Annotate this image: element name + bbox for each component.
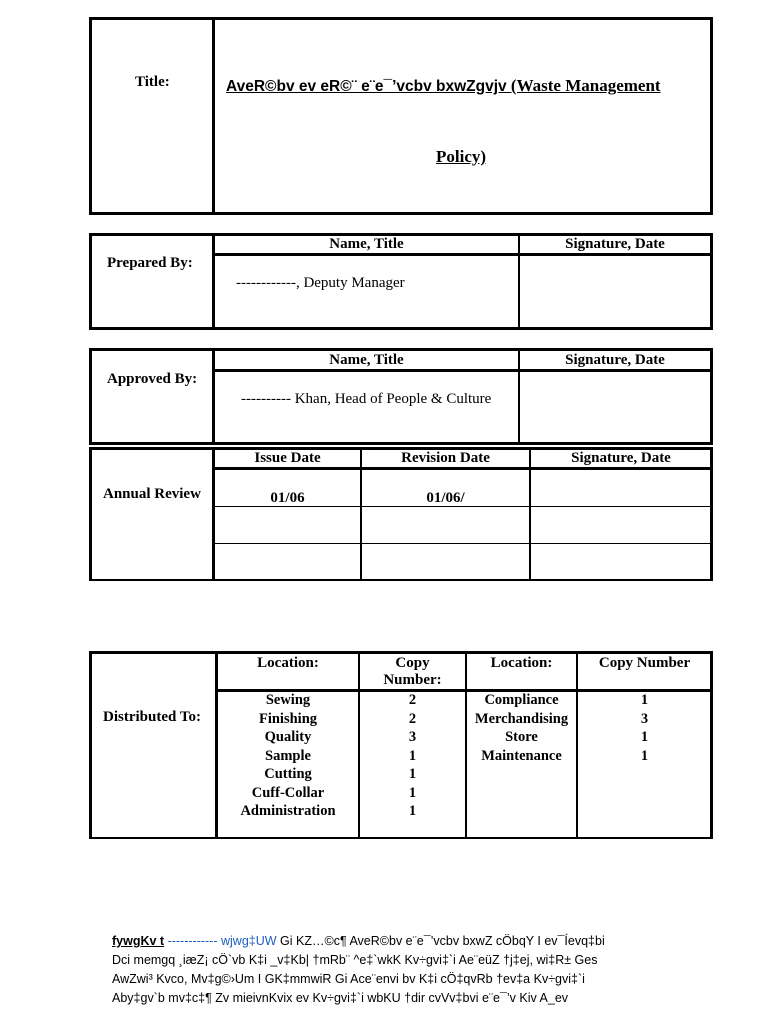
dist-cell-r6-c0: Administration	[240, 803, 336, 819]
dist-cell-r1-c3: 3	[640, 710, 649, 727]
approved-value: ---------- Khan, Head of People & Culture	[241, 391, 492, 407]
prepared-value: ------------, Deputy Manager	[236, 275, 405, 291]
footer-company: ------------ wjwg‡UW	[164, 934, 277, 948]
document-title-bn: AveR©bv ev eR©¨ e¨e¯’vcbv bxwZgvjv	[226, 78, 507, 95]
dist-cell-r2-c2: Store	[505, 729, 538, 745]
approved-header-line	[212, 369, 713, 372]
dist-cell-r6-c1: 1	[408, 803, 417, 819]
dist-cell-r1-c1: 2	[408, 710, 417, 727]
issue-date-value: 01/06	[270, 490, 305, 506]
prepared-col-signature: Signature, Date	[565, 236, 665, 252]
dist-cell-r1-c0: Finishing	[258, 710, 318, 727]
annual-col-signature: Signature, Date	[571, 450, 671, 466]
annual-col-revision: Revision Date	[401, 450, 490, 466]
footer-line-3: AwZwi³ Kvco, Mv‡g©›Um I GK‡mmwiR Gi Ace¨envi bv K‡i cÖ‡qvRb †ev‡a Kv÷gvi‡`i	[112, 972, 585, 986]
footer-paragraph	[112, 932, 656, 1008]
dist-header-copy-1: Copy Number:	[383, 655, 442, 688]
annual-header-line	[212, 467, 713, 470]
dist-cell-r0-c3: 1	[640, 692, 649, 708]
dist-cell-r3-c3: 1	[640, 747, 649, 764]
dist-cell-r3-c1: 1	[408, 747, 417, 764]
dist-cell-r2-c1: 3	[408, 729, 417, 745]
document-title-en: (Waste Management	[510, 76, 661, 95]
dist-cell-r1-c2: Merchandising	[474, 710, 569, 727]
title-divider	[212, 17, 215, 215]
distribution-label: Distributed To:	[103, 709, 201, 725]
footer-line-4: Aby‡gv`b mv‡c‡¶ Zv mieivnKvix ev Kv÷gvi‡`i wbKU †dir cvVv‡bvi e¨e¯’v Kiv A_ev	[112, 991, 569, 1005]
footer-line-1	[112, 932, 656, 951]
footer-lead: fywgKv t	[112, 934, 165, 948]
revision-date-value: 01/06/	[426, 490, 465, 506]
dist-cell-r0-c2: Compliance	[484, 692, 559, 708]
annual-col-issue: Issue Date	[254, 450, 321, 466]
dist-header-copy-2: Copy Number	[598, 655, 691, 671]
footer-line-1-rest: Gi KZ…©c¶ AveR©bv e¨e¯’vcbv bxwZ cÖbqY I ev¯Íevq‡bi	[276, 934, 605, 948]
dist-cell-r3-c0: Sample	[265, 747, 311, 764]
prepared-col-name: Name, Title	[329, 236, 404, 252]
dist-header-location-1: Location:	[257, 655, 319, 671]
dist-cell-r0-c1: 2	[408, 692, 417, 708]
approved-col-name: Name, Title	[329, 352, 404, 368]
annual-row-line-2	[212, 543, 713, 544]
dist-header-location-2: Location:	[490, 655, 553, 671]
dist-cell-r5-c0: Cuff-Collar	[251, 784, 325, 801]
title-label: Title:	[135, 74, 170, 90]
approved-label: Approved By:	[107, 371, 198, 387]
annual-review-label: Annual Review	[103, 486, 201, 502]
dist-cell-r3-c2: Maintenance	[481, 747, 562, 764]
dist-cell-r5-c1: 1	[408, 784, 417, 801]
footer-line-2: Dci memgq ¸iæZ¡ cÖ`vb K‡i _v‡Kb| †mRb¨ ^e‡`wkK Kv÷gvi‡`i Ae¨eüZ †j‡ej, wi‡R± Ges	[112, 953, 598, 967]
title-box	[89, 17, 713, 215]
dist-cell-r2-c0: Quality	[264, 729, 312, 745]
document-title	[226, 76, 706, 96]
approved-col-signature: Signature, Date	[565, 352, 665, 368]
document-title-line2: Policy)	[436, 147, 487, 166]
prepared-header-line	[212, 253, 713, 256]
dist-cell-r0-c0: Sewing	[265, 692, 311, 708]
dist-cell-r2-c3: 1	[640, 729, 649, 745]
dist-cell-r4-c0: Cutting	[264, 766, 312, 782]
dist-cell-r4-c1: 1	[408, 766, 417, 782]
prepared-label: Prepared By:	[107, 255, 193, 271]
